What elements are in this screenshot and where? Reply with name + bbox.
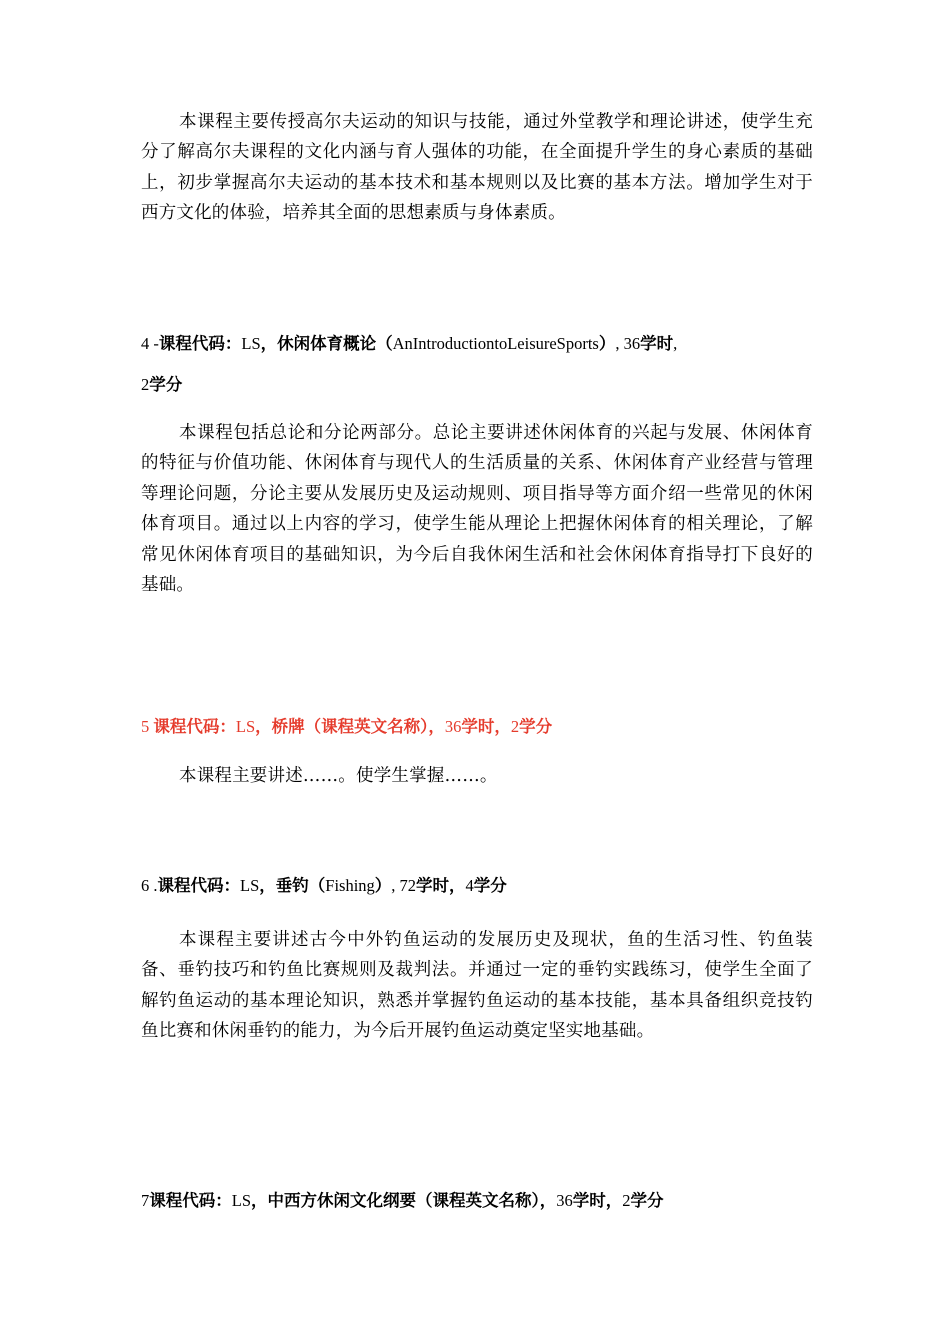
hours-unit: 学时， [461, 717, 511, 736]
fishing-description: 本课程主要讲述古今中外钓鱼运动的发展历史及现状，鱼的生活习性、钓鱼装备、垂钓技巧和钓鱼比赛规则及裁判法。并通过一定的垂钓实践练习，使学生全面了解钓鱼运动的基本理论知识，熟悉并掌握钓鱼运动的基本技能，基本具备组织竞技钓鱼比赛和休闲垂钓的能力，为今后开展钓鱼运动奠定坚实地基础。 [141, 930, 813, 1042]
credits-unit: 学分 [473, 876, 507, 895]
course-title-close: ） [598, 334, 616, 353]
course-title-close: ） [374, 876, 392, 895]
course-english-name: Fishing [325, 876, 375, 895]
credits-unit: 学分 [519, 717, 553, 736]
course-credits: 4 [465, 876, 474, 895]
course-hours: 36 [623, 334, 641, 353]
credits-unit: 学分 [630, 1191, 664, 1210]
separator: , [391, 876, 400, 895]
separator: , [615, 334, 624, 353]
course-hours: 36 [556, 1191, 573, 1210]
course-english-name: AnIntroductiontoLeisureSports [392, 334, 599, 353]
heading-number: 6 . [141, 876, 158, 895]
course-code: LS [240, 876, 260, 895]
heading-leisure-sports [141, 330, 841, 354]
course-code: LS [235, 717, 256, 736]
leisure-sports-description: 本课程包括总论和分论两部分。总论主要讲述休闲体育的兴起与发展、休闲体育的特征与价值功能、休闲体育与现代人的生活质量的关系、休闲体育产业经营与管理等理论问题，分论主要从发展历史及运动规则、项目指导等方面介绍一些常见的休闲体育项目。通过以上内容的学习，使学生能从理论上把握休闲体育的相关理论，了解常见休闲体育项目的基础知识，为今后自我休闲生活和社会休闲体育指导打下良好的基础。 [141, 423, 813, 596]
hours-unit: 学时， [572, 1191, 623, 1210]
separator: , [673, 334, 678, 353]
heading-label: 课程代码： [153, 717, 236, 736]
course-credits: 2 [510, 717, 520, 736]
course-title: ，桥牌（课程英文名称）， [255, 717, 445, 736]
course-credits: 2 [622, 1191, 631, 1210]
course-title: ，垂钓（ [259, 876, 326, 895]
course-code: LS [231, 1191, 252, 1210]
heading-number: 5 [141, 717, 154, 736]
hours-unit: 学时， [416, 876, 466, 895]
course-title: ，中西方休闲文化纲要（课程英文名称）， [251, 1191, 557, 1210]
course-code: LS [241, 334, 261, 353]
heading-label: 课程代码： [158, 334, 242, 353]
golf-course-description: 本课程主要传授高尔夫运动的知识与技能，通过外堂教学和理论讲述，使学生充分了解高尔夫课程的文化内涵与育人强体的功能，在全面提升学生的身心素质的基础上，初步掌握高尔夫运动的基本技术和基本规则以及比赛的基本方法。增加学生对于西方文化的体验，培养其全面的思想素质与身体素质。 [141, 112, 813, 224]
heading-fishing [141, 872, 841, 896]
course-hours: 36 [444, 717, 462, 736]
heading-leisure-sports-credits [141, 371, 841, 395]
hours-unit: 学时 [640, 334, 674, 353]
bridge-description: 本课程主要讲述……。使学生掌握……。 [179, 766, 498, 786]
heading-bridge [141, 713, 841, 737]
heading-leisure-culture [141, 1187, 841, 1211]
course-title: ，休闲体育概论（ [260, 334, 393, 353]
heading-label: 课程代码： [157, 876, 240, 895]
course-hours: 72 [399, 876, 417, 895]
heading-label: 课程代码： [149, 1191, 232, 1210]
credits-unit: 学分 [149, 375, 183, 394]
heading-number: 7 [141, 1191, 150, 1210]
course-credits: 2 [141, 375, 150, 394]
heading-number: 4 - [141, 334, 159, 353]
